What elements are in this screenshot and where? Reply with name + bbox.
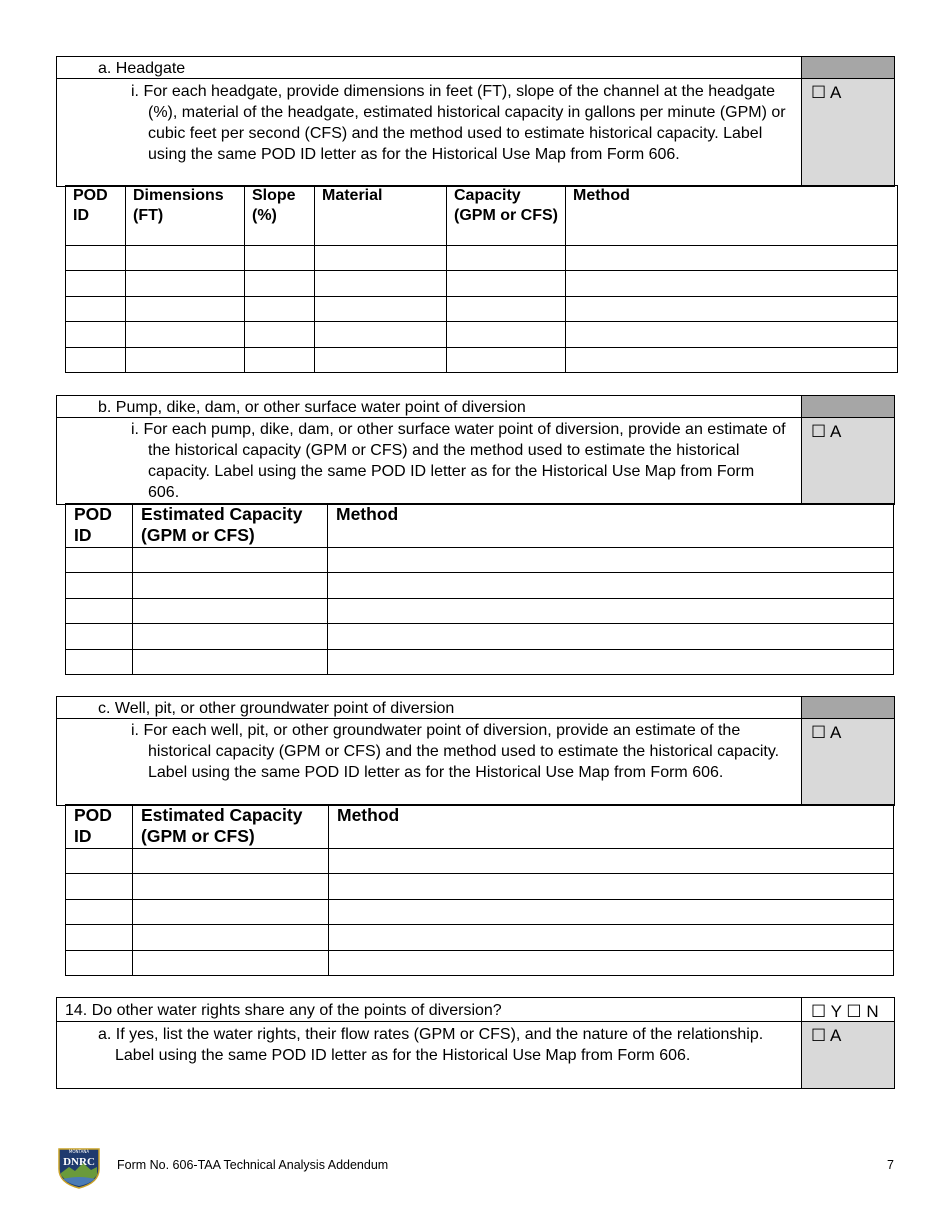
method-cell[interactable] [566,246,898,271]
pod-id-cell[interactable] [66,246,126,271]
question-14-answer-checkbox[interactable]: ☐ A [802,1022,894,1088]
pod-id-cell[interactable] [66,951,133,976]
page-number: 7 [887,1158,894,1172]
table-row [66,874,894,900]
groundwater-instruction: i. For each well, pit, or other groundwater point of diversion, provide an estimate of the historical capacity (GPM or CFS) and the method used to estimate the historical capacity. Label using the same POD ID letter as for the Historical Use Map from Form 606. [57,719,802,805]
material-cell[interactable] [315,322,447,348]
capacity-cell[interactable] [133,650,328,675]
column-header-capacity: Capacity (GPM or CFS) [447,186,566,246]
headgate-heading: a. Headgate [57,57,802,78]
headgate-instruction: i. For each headgate, provide dimensions in feet (FT), slope of the channel at the headgate (%), material of the headgate, estimated historical capacity in gallons per minute (GPM) or cubic feet per second (CFS) and the method used to estimate historical capacity. Label using the same POD ID letter as for the Historical Use Map from Form 606. [57,79,802,186]
capacity-cell[interactable] [133,624,328,650]
method-cell[interactable] [566,297,898,322]
pod-id-cell[interactable] [66,624,133,650]
method-cell[interactable] [329,951,894,976]
table-row [66,925,894,951]
column-header-slope: Slope (%) [245,186,315,246]
column-header-estimated-capacity: Estimated Capacity (GPM or CFS) [133,805,329,849]
method-cell[interactable] [328,599,894,624]
capacity-cell[interactable] [133,874,329,900]
dimensions-cell[interactable] [126,271,245,297]
table-row [66,599,894,624]
table-row [66,624,894,650]
pod-id-cell[interactable] [66,548,133,573]
pod-id-cell[interactable] [66,297,126,322]
material-cell[interactable] [315,297,447,322]
capacity-cell[interactable] [133,548,328,573]
table-row [66,322,898,348]
capacity-cell[interactable] [133,573,328,599]
table-row [66,849,894,874]
column-header-pod-id: POD ID [66,504,133,548]
surface-water-instruction: i. For each pump, dike, dam, or other surface water point of diversion, provide an estimate of the historical capacity (GPM or CFS) and the method used to estimate the historical capacity. Label using the same POD ID letter as for the Historical Use Map from Form 606. [57,418,802,504]
dimensions-cell[interactable] [126,297,245,322]
column-header-dimensions: Dimensions (FT) [126,186,245,246]
table-row [66,650,894,675]
surface-water-heading: b. Pump, dike, dam, or other surface water point of diversion [57,396,802,417]
column-header-estimated-capacity: Estimated Capacity (GPM or CFS) [133,504,328,548]
pod-id-cell[interactable] [66,849,133,874]
surface-water-answer-checkbox[interactable]: ☐ A [802,418,894,504]
pod-id-cell[interactable] [66,900,133,925]
groundwater-question-box [56,696,895,806]
method-cell[interactable] [328,573,894,599]
capacity-cell[interactable] [133,951,329,976]
column-header-material: Material [315,186,447,246]
method-cell[interactable] [328,548,894,573]
capacity-cell[interactable] [447,271,566,297]
table-row [66,548,894,573]
slope-cell[interactable] [245,246,315,271]
method-cell[interactable] [566,348,898,373]
question-14-box [56,997,895,1089]
slope-cell[interactable] [245,271,315,297]
pod-id-cell[interactable] [66,599,133,624]
table-row [66,348,898,373]
method-cell[interactable] [328,624,894,650]
header-shade-cell [802,396,894,417]
headgate-table [65,185,898,373]
column-header-pod-id: POD ID [66,805,133,849]
column-header-method: Method [566,186,898,246]
header-shade-cell [802,697,894,718]
pod-id-cell[interactable] [66,874,133,900]
logo-state-text: MONTANA [68,1149,90,1154]
material-cell[interactable] [315,246,447,271]
form-name: Form No. 606-TAA Technical Analysis Addendum [117,1158,389,1172]
column-header-pod-id: POD ID [66,186,126,246]
table-row [66,573,894,599]
method-cell[interactable] [329,849,894,874]
capacity-cell[interactable] [133,900,329,925]
pod-id-cell[interactable] [66,650,133,675]
capacity-cell[interactable] [133,849,329,874]
pod-id-cell[interactable] [66,322,126,348]
groundwater-answer-checkbox[interactable]: ☐ A [802,719,894,805]
column-header-method: Method [328,504,894,548]
header-shade-cell [802,57,894,78]
table-row [66,297,898,322]
groundwater-table [65,804,894,976]
capacity-cell[interactable] [133,599,328,624]
method-cell[interactable] [328,650,894,675]
slope-cell[interactable] [245,322,315,348]
capacity-cell[interactable] [447,348,566,373]
surface-water-table [65,503,894,675]
method-cell[interactable] [329,900,894,925]
dimensions-cell[interactable] [126,322,245,348]
method-cell[interactable] [566,271,898,297]
table-row [66,951,894,976]
pod-id-cell[interactable] [66,573,133,599]
dimensions-cell[interactable] [126,246,245,271]
question-14-yes-no-checkboxes[interactable]: ☐ Y ☐ N [802,998,894,1021]
capacity-cell[interactable] [133,925,329,951]
table-row [66,246,898,271]
pod-id-cell[interactable] [66,271,126,297]
logo-text: DNRC [63,1156,95,1168]
method-cell[interactable] [329,925,894,951]
headgate-question-box [56,56,895,187]
pod-id-cell[interactable] [66,348,126,373]
capacity-cell[interactable] [447,322,566,348]
dnrc-logo [55,1143,103,1189]
column-header-method: Method [329,805,894,849]
slope-cell[interactable] [245,348,315,373]
material-cell[interactable] [315,271,447,297]
dimensions-cell[interactable] [126,348,245,373]
surface-water-question-box [56,395,895,505]
groundwater-heading: c. Well, pit, or other groundwater point of diversion [57,697,802,718]
capacity-cell[interactable] [447,246,566,271]
slope-cell[interactable] [245,297,315,322]
method-cell[interactable] [329,874,894,900]
question-14-detail: a. If yes, list the water rights, their flow rates (GPM or CFS), and the nature of the relationship. Label using the same POD ID letter as for the Historical Use Map from Form 606. [57,1022,802,1088]
table-row [66,900,894,925]
table-row [66,271,898,297]
pod-id-cell[interactable] [66,925,133,951]
method-cell[interactable] [566,322,898,348]
question-14-text: 14. Do other water rights share any of the points of diversion? [57,998,802,1021]
headgate-answer-checkbox[interactable]: ☐ A [802,79,894,186]
capacity-cell[interactable] [447,297,566,322]
material-cell[interactable] [315,348,447,373]
